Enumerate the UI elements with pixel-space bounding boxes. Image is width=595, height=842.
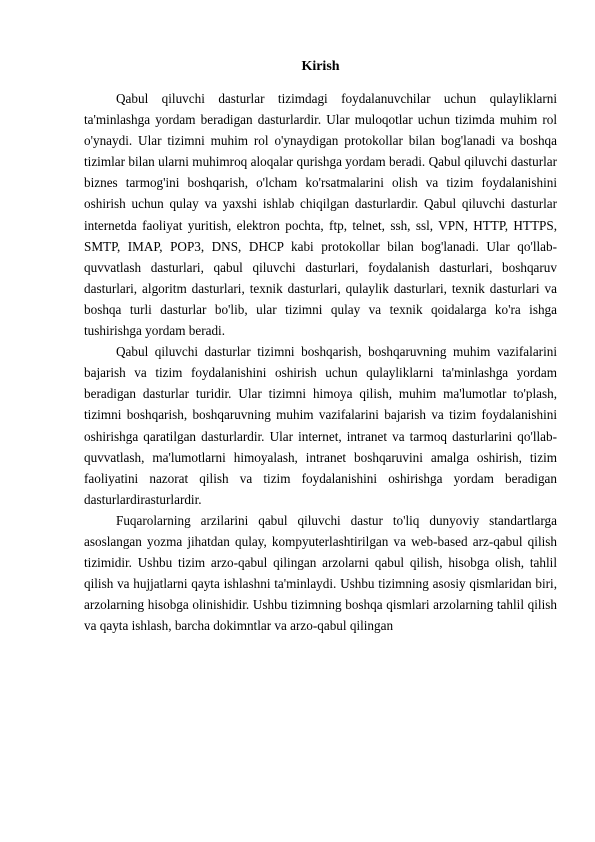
paragraph-2: Qabul qiluvchi dasturlar tizimni boshqarish, boshqaruvning muhim vazifalarini bajarish va tizim foydalanishini oshirish uchun qulayliklarni ta'minlashga yordam beradigan dasturlar turidir. Ular tizimni himoya qilish, muhim ma'lumotlar to'plash, tizimni boshqarish, boshqaruvning muhim vazifalarini bajarish va tizim foydalanishini oshirishga qaratilgan dasturlardir. Ular internet, intranet va tarmoq dasturlarini qo'llab-quvvatlash, ma'lumotlarni himoyalash, intranet boshqaruvini amalga oshirish, tizim faoliyatini nazorat qilish va tizim foydalanishini oshirishga yordam beradigan dasturlardirasturlardir. xyxy=(84,344,557,507)
page-title: Kirish xyxy=(301,59,340,74)
paragraph-1: Qabul qiluvchi dasturlar tizimdagi foydalanuvchilar uchun qulayliklarni ta'minlashga yordam beradigan dasturlardir. Ular muloqotlar uchun tizimda muhim rol o'ynaydi. Ular tizimni muhim rol o'ynaydigan protokollar bilan bog'lanadi va boshqa tizimlar bilan ularni muhimroq aloqalar qurishga yordam beradi. Qabul qiluvchi dasturlar biznes tarmog'ini boshqarish, o'lcham ko'rsatmalarini olish va tizim foydalanishini oshirish uchun qulay va yaxshi ishlab chiqilgan dasturlardir. Qabul qiluvchi dasturlar internetda faoliyat yuritish, elektron pochta, ftp, telnet, ssh, ssl, VPN, HTTP, HTTPS, SMTP, IMAP, POP3, DNS, DHCP kabi protokollar bilan bog'lanadi. Ular qo'llab-quvvatlash dasturlari, qabul qiluvchi dasturlari, foydalanish dasturlari, boshqaruv dasturlari, algoritm dasturlari, texnik dasturlari, qulaylik dasturlari, texnik dasturlari va boshqa turli dasturlar bo'lib, ular tizimni qulay va texnik qoidalarga ko'ra ishga tushirishga yordam beradi. xyxy=(84,91,557,339)
paragraph-3: Fuqarolarning arzilarini qabul qiluvchi dastur to'liq dunyoviy standartlarga asoslangan yozma jihatdan qulay, kompyuterlashtirilgan va web-based arz-qabul qilish tizimidir. Ushbu tizim arzo-qabul qilingan arzolarni qabul qilish, hisobga olish, tahlil qilish va hujjatlarni qayta ishlashni ta'minlaydi. Ushbu tizimning asosiy qismlaridan biri, arzolarning hisobga olinishidir. Ushbu tizimning boshqa qismlari arzolarning tahlil qilish va qayta ishlash, barcha dokimntlar va arzo-qabul qilingan xyxy=(84,512,557,634)
document-body xyxy=(84,88,557,636)
